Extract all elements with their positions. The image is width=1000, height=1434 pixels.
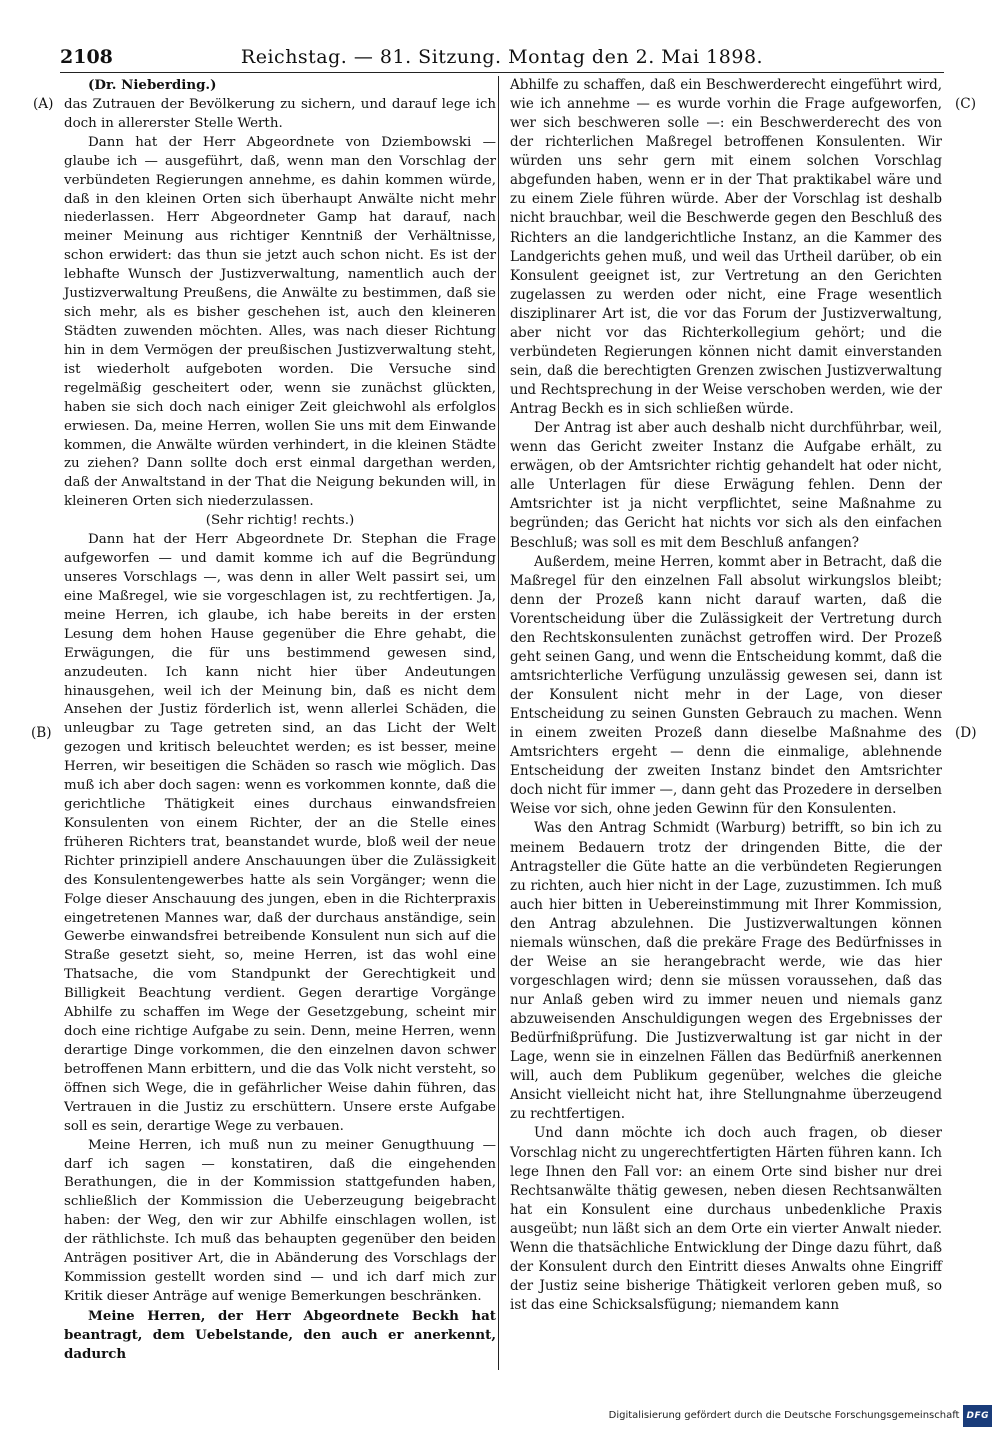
- credit-text: Digitalisierung gefördert durch die Deutsche Forschungsgemeinschaft: [608, 1410, 960, 1421]
- margin-mark-b: (B): [31, 725, 52, 741]
- paragraph: Und dann möchte ich doch auch fragen, ob dieser Vorschlag nicht zu ungerechtfertigten Härten führen kann. Ich lege Ihnen den Fall vor: an einem Orte sind bisher nur drei Rechtsanwälte thätig gewesen, neben diesen Rechtsanwälten hat ein Konsulent eine durchaus unbedenkliche Praxis ausgeübt; nun läßt sich an dem Orte ein vierter Anwalt nieder. Wenn die thatsächliche Entwicklung der Dinge dazu führt, daß der Konsulent durch den Eintritt dieses Anwalts ohne Eingriff der Justiz seine bisherige Thätigkeit verloren geben muß, so ist das eine Schicksalsfügung; niemandem kann: [510, 1125, 942, 1313]
- paragraph: Meine Herren, ich muß nun zu meiner Genugthuung — darf ich sagen — konstatiren, daß die eingehenden Berathungen, die in der Kommission stattgefunden haben, schließlich der Kommission die Ueberzeugung beigebracht haben: der Weg, den wir zur Abhilfe einschlagen wollen, ist der räthlichste. Ich muß das behaupten gegenüber den beiden Anträgen positiver Art, die in Abänderung des Vorschlags der Kommission gestellt worden sind — und ich darf mich zur Kritik dieser Anträge auf wenige Bemerkungen beschränken.: [64, 1137, 496, 1304]
- running-title: Reichstag. — 81. Sitzung. Montag den 2. Mai 1898.: [240, 46, 764, 68]
- speaker-label: (Dr. Nieberding.): [88, 77, 217, 93]
- margin-mark-d: (D): [955, 725, 977, 741]
- page-number: 2108: [60, 46, 113, 68]
- paragraph: Dann hat der Herr Abgeordnete von Dziembowski — glaube ich — ausgeführt, daß, wenn man den Vorschlag der verbündeten Regierungen annehme, es dahin kommen würde, daß in den kleinen Orten sich überhaupt Anwälte nicht mehr niederlassen. Herr Abgeordneter Gamp hat darauf, nach meiner Meinung aus richtiger Kenntniß der Verhältnisse, schon erwidert: das thun sie jetzt auch schon nicht. Es ist der lebhafte Wunsch der Justizverwaltung, namentlich auch der Justizverwaltung Preußens, die Anwälte zu bestimmen, daß sie sich mehr, als es bisher geschehen ist, auch den kleineren Städten zuwenden möchten. Alles, was nach dieser Richtung hin in dem Vermögen der preußischen Justizverwaltung steht, ist wiederholt aufgeboten worden. Die Versuche sind regelmäßig gescheitert oder, wenn sie zunächst glückten, haben sie sich doch nach einiger Zeit gleichwohl als erfolglos erwiesen. Da, meine Herren, wollen Sie uns mit dem Einwande kommen, die Anwälte würden verhindert, in die kleinen Städte zu ziehen? Dann sollte doch erst einmal dargethan werden, daß der Anwaltstand in der That die Neigung bekunden will, in kleineren Orten sich niederzulassen.: [64, 134, 496, 510]
- margin-mark-c: (C): [955, 96, 977, 112]
- left-column: [64, 76, 496, 1364]
- margin-mark-a: (A): [33, 96, 54, 112]
- paragraph: Was den Antrag Schmidt (Warburg) betrifft, so bin ich zu meinem Bedauern trotz der dringenden Bitte, die der Antragsteller die Güte hatte an die verbündeten Regierungen zu richten, auch hier nicht in der Lage, zuzustimmen. Ich muß auch hier bitten in Uebereinstimmung mit Ihrer Kommission, den Antrag abzulehnen. Die Justizverwaltungen können niemals wünschen, daß die prekäre Frage des Bedürfnisses in der Weise an sie herangebracht werde, wie das hier vorgeschlagen wird; denn sie müssen voraussehen, daß das nur Anlaß geben wird zu immer neuen und niemals ganz abzuweisenden Anschuldigungen wegen des Ergebnisses der Bedürfnißprüfung. Die Justizverwaltung ist gar nicht in der Lage, wenn sie in einzelnen Fällen das Bedürfniß anerkennen will, auch dem Publikum gegenüber, welches die gleiche Ansicht vielleicht nicht hat, ihre Stellungnahme überzeugend zu rechtfertigen.: [510, 820, 942, 1123]
- right-column: [510, 76, 942, 1315]
- column-divider: [498, 76, 499, 1370]
- interjection: (Sehr richtig! rechts.): [205, 513, 355, 529]
- paragraph: das Zutrauen der Bevölkerung zu sichern, und darauf lege ich doch in allererster Stelle Werth.: [64, 96, 496, 131]
- paragraph: Abhilfe zu schaffen, daß ein Beschwerderecht eingeführt wird, wie ich annehme — es wurde vorhin die Frage aufgeworfen, wer sich beschweren solle —: ein Beschwerderecht des von der richterlichen Maßregel betroffenen Konsulenten. Wir würden uns sehr gern mit einem solchen Vorschlag abgefunden haben, wenn er in der That praktikabel wäre und zu einem Ziele führen würde. Aber der Vorschlag ist deshalb nicht brauchbar, weil die Beschwerde gegen den Beschluß des Richters an die landgerichtliche Instanz, an die Kammer des Landgerichts gehen muß, und weil das Urtheil darüber, ob ein Konsulent geeignet ist, zur Vertretung an den Gerichten zugelassen zu werden oder nicht, eine Frage wesentlich disziplinarer Art ist, die vor das Forum der Justizverwaltung, aber nicht vor das Richterkollegium gehört; und die verbündeten Regierungen können nicht damit einverstanden sein, daß die berechtigten Grenzen zwischen Justizverwaltung und Rechtsprechung in der Weise verschoben werden, wie der Antrag Beckh es in sich schließen würde.: [510, 77, 942, 418]
- paragraph: Meine Herren, der Herr Abgeordnete Beckh hat beantragt, dem Uebelstande, den auch er anerkennt, dadurch: [64, 1307, 496, 1362]
- page-header: [60, 44, 944, 70]
- header-rule: [60, 72, 944, 73]
- dfg-logo: DFG: [963, 1405, 992, 1427]
- paragraph: Der Antrag ist aber auch deshalb nicht durchführbar, weil, wenn das Gericht zweiter Instanz die Aufgabe erhält, zu erwägen, ob der Amtsrichter richtig gehandelt hat oder nicht, alle Unterlagen für diese Erwägung fehlen. Denn der Amtsrichter ist ja nicht verpflichtet, seine Maßnahme zu begründen; das Gericht hat nichts vor sich als den einfachen Beschluß; was soll es mit dem Beschluß anfangen?: [510, 420, 942, 551]
- digitization-credit: [609, 1406, 992, 1426]
- paragraph: Dann hat der Herr Abgeordnete Dr. Stephan die Frage aufgeworfen — und damit komme ich auf die Begründung unseres Vorschlags —, was denn in aller Welt passirt sei, um eine Maßregel, wie sie vorgeschlagen ist, zu rechtfertigen. Ja, meine Herren, ich glaube, ich habe bereits in der ersten Lesung dem hohen Hause gegenüber die Ehre gehabt, die Erwägungen, die für uns bestimmend gewesen sind, anzudeuten. Ich kann nicht hier über Andeutungen hinausgehen, weil ich der Meinung bin, daß es nicht dem Ansehen der Justiz förderlich ist, wenn allerlei Schäden, die unleugbar zu Tage getreten sind, an das Licht der Welt gezogen und kritisch beleuchtet werden; es ist besser, meine Herren, wir beseitigen die Schäden so rasch wie möglich. Das muß ich aber doch sagen: wenn es vorkommen konnte, daß die gerichtliche Thätigkeit eines durchaus einwandsfreien Konsulenten von einem Richter, der an die Stelle eines früheren Richters trat, beanstandet wurde, bloß weil der neue Richter prinzipiell andere Anschauungen über die Zulässigkeit des Konsulentengewerbes hatte als sein Vorgänger; wenn die Folge dieser Anschauung des jungen, eben in die Richterpraxis eingetretenen Mannes war, daß der durchaus anständige, sein Gewerbe einwandsfrei betreibende Konsulent nun sich auf die Straße gesetzt sieht, so, meine Herren, ist das wohl eine Thatsache, die vom Standpunkt der Gerechtigkeit und Billigkeit Beachtung verdient. Gegen derartige Vorgänge Abhilfe zu schaffen im Wege der Gesetzgebung, scheint mir doch eine richtige Aufgabe zu sein. Denn, meine Herren, wenn derartige Dinge vorkommen, die den einzelnen davon schwer betroffenen Mann erbittern, und die das Volk nicht versteht, so öffnen sich Wege, die in gefährlicher Weise dahin führen, das Vertrauen in die Justiz zu erschüttern. Unsere erste Aufgabe soll es sein, derartige Wege zu verbauen.: [64, 532, 496, 1134]
- paragraph: Außerdem, meine Herren, kommt aber in Betracht, daß die Maßregel für den einzelnen Fall absolut wirkungslos bleibt; denn der Prozeß kann nicht darauf warten, daß die Vorentscheidung über die Zulässigkeit der Vertretung durch den Rechtskonsulenten zunächst getroffen wird. Der Prozeß geht seinen Gang, und wenn die Entscheidung kommt, daß die amtsrichterliche Verfügung unzulässig gewesen sei, dann ist der Konsulent nicht mehr in der Lage, von dieser Entscheidung zu seinen Gunsten Gebrauch zu machen. Wenn in einem zweiten Prozeß dann dieselbe Maßnahme des Amtsrichters ergeht — denn die einmalige, ablehnende Entscheidung der zweiten Instanz bindet den Amtsrichter doch nicht für immer —, dann geht das Prozedere in derselben Weise vor sich, ohne jeden Gewinn für den Konsulenten.: [510, 553, 942, 818]
